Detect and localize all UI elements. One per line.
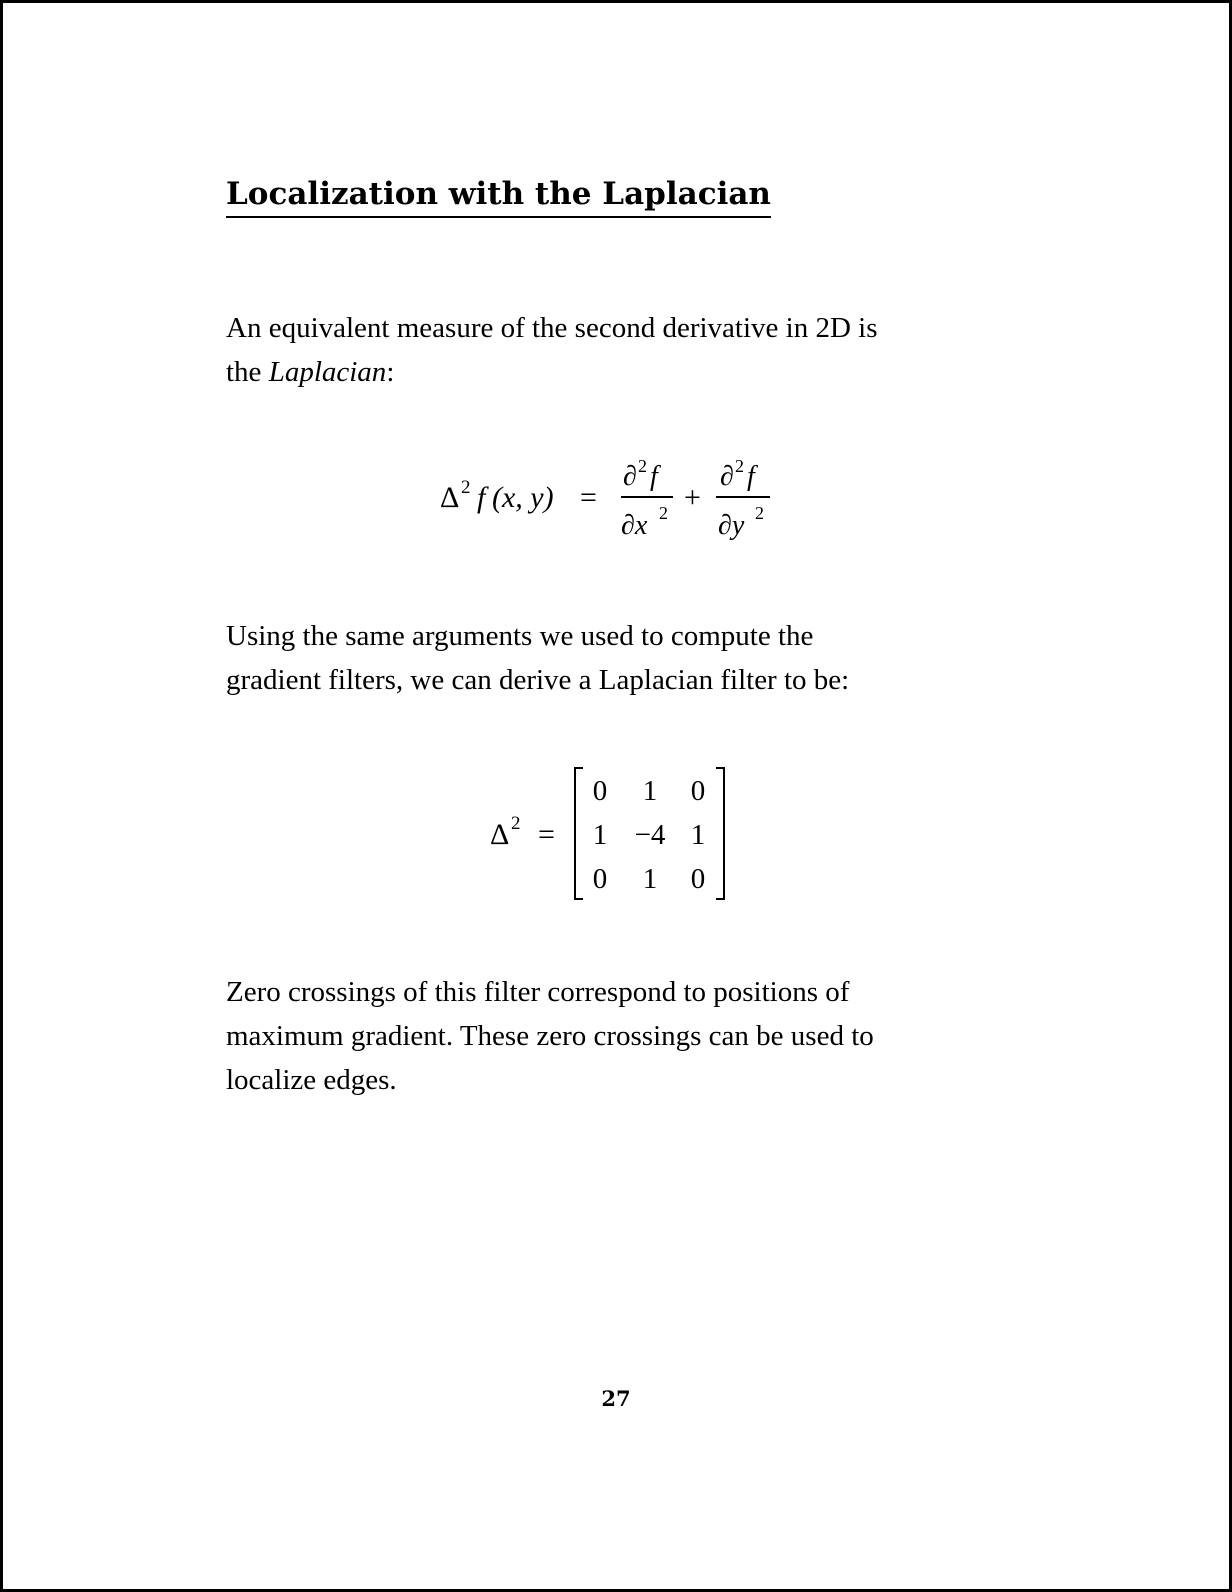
eq1-term2-den: ∂y bbox=[718, 510, 745, 541]
eq1-delta-exp: 2 bbox=[461, 477, 471, 498]
matrix-cell-1-0: 1 bbox=[592, 819, 608, 851]
eq2-delta: Δ bbox=[490, 818, 510, 851]
eq1-term2-num-partial: ∂ bbox=[720, 461, 734, 492]
eq1-term1-den-exp: 2 bbox=[659, 503, 668, 523]
matrix-cell-0-1: 1 bbox=[642, 775, 658, 807]
eq1-term1-den: ∂x bbox=[621, 510, 648, 541]
paragraph-filter-line2: gradient filters, we can derive a Laplacian filter to be: bbox=[226, 664, 850, 696]
eq1-term2-num-exp: 2 bbox=[735, 456, 744, 476]
eq2-equals: = bbox=[538, 818, 555, 851]
paragraph-filter-line1: Using the same arguments we used to compute the bbox=[226, 620, 814, 652]
paragraph-zero-crossings-line2: maximum gradient. These zero crossings can be used to bbox=[226, 1020, 874, 1052]
eq2-delta-exp: 2 bbox=[511, 813, 521, 834]
paragraph-intro bbox=[226, 306, 878, 394]
matrix-cell-0-0: 0 bbox=[592, 775, 608, 807]
paragraph-zero-crossings bbox=[226, 970, 874, 1102]
eq1-term1-num-exp: 2 bbox=[638, 456, 647, 476]
eq1-term1-num-var: f bbox=[650, 461, 658, 492]
section-title: Localization with the Laplacian bbox=[226, 174, 771, 218]
matrix-cell-2-1: 1 bbox=[642, 863, 658, 895]
page-number: 27 bbox=[601, 1386, 631, 1411]
matrix-cell-2-0: 0 bbox=[592, 863, 608, 895]
paragraph-filter bbox=[226, 614, 849, 702]
matrix-cell-1-2: 1 bbox=[690, 819, 706, 851]
eq1-term2-num-var: f bbox=[747, 461, 755, 492]
laplacian-equation bbox=[440, 455, 800, 555]
laplacian-filter-equation bbox=[488, 766, 738, 906]
eq1-term2-den-exp: 2 bbox=[755, 503, 764, 523]
matrix-cell-0-2: 0 bbox=[690, 775, 706, 807]
matrix-left-bracket bbox=[575, 768, 583, 899]
eq1-plus: + bbox=[684, 481, 701, 514]
paragraph-intro-line2-before: the bbox=[226, 356, 269, 388]
matrix-cell-2-2: 0 bbox=[690, 863, 706, 895]
paragraph-intro-line2-after: : bbox=[386, 356, 395, 388]
paragraph-intro-line1: An equivalent measure of the second derivative in 2D is bbox=[226, 312, 878, 344]
eq1-delta: Δ bbox=[440, 481, 460, 514]
eq1-equals: = bbox=[580, 481, 597, 514]
matrix-right-bracket bbox=[716, 768, 724, 899]
laplacian-term: Laplacian bbox=[268, 356, 387, 388]
eq1-args: (x, y) bbox=[492, 481, 554, 514]
eq1-term1-num-partial: ∂ bbox=[623, 461, 637, 492]
eq1-f: f bbox=[477, 481, 486, 514]
paragraph-zero-crossings-line3: localize edges. bbox=[226, 1064, 397, 1096]
paragraph-zero-crossings-line1: Zero crossings of this filter correspond to positions of bbox=[226, 976, 850, 1008]
matrix-cell-1-1: −4 bbox=[634, 819, 666, 851]
